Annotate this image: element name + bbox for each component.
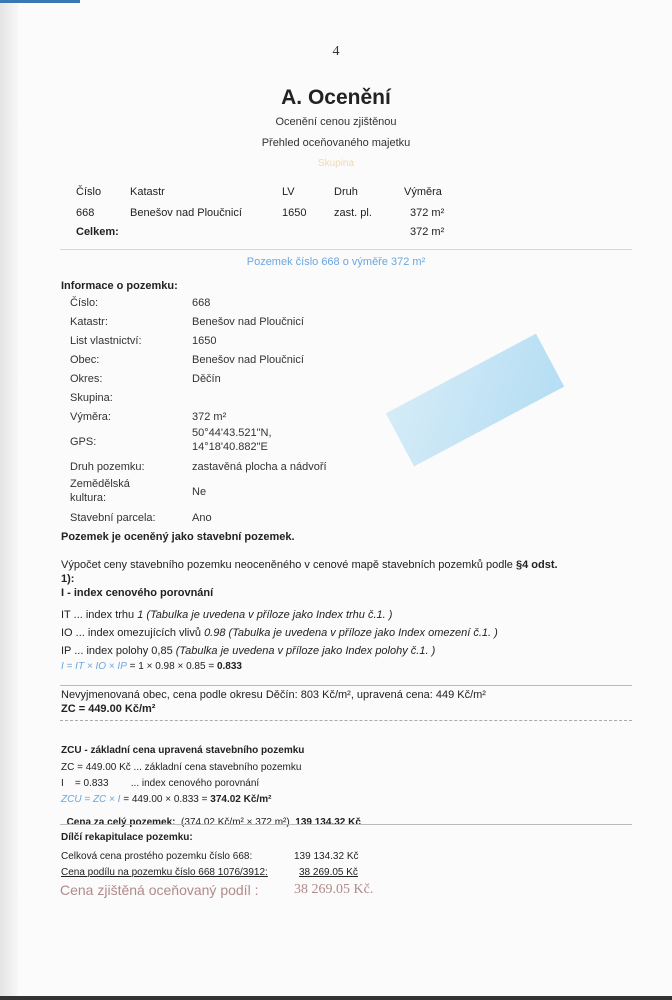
blue-stamp-mark — [386, 334, 564, 467]
page-number: 4 — [332, 44, 340, 59]
info-label-number: Číslo: — [70, 297, 99, 309]
valued-as: Pozemek je oceněný jako stavební pozemek. — [61, 531, 295, 543]
recap-share-value: 38 269.05 Kč — [299, 867, 358, 878]
divider — [60, 249, 632, 250]
index-it-label: IT ... index trhu — [61, 609, 138, 621]
info-label-gps: GPS: — [70, 436, 97, 448]
subtitle-overview: Přehled oceňovaného majetku — [261, 137, 411, 149]
table-header-lv: LV — [282, 186, 295, 198]
info-value-district: Děčín — [192, 373, 221, 385]
parcel-heading: Pozemek číslo 668 o výměře 372 m² — [246, 256, 426, 268]
index-ip-note: (Tabulka je uvedena v příloze jako Index polohy č.1. ) — [175, 645, 436, 657]
table-cell-type: zast. pl. — [334, 207, 372, 219]
info-label-district: Okres: — [70, 373, 103, 385]
zc-value: ZC = 449.00 Kč/m² — [61, 703, 156, 715]
dashed-divider — [60, 720, 632, 721]
table-header-cadastre: Katastr — [130, 186, 165, 198]
zcu-line-index: I = 0.833 ... index cenového porovnání — [61, 778, 260, 789]
table-total-value: 372 m² — [410, 226, 445, 238]
table-header-type: Druh — [334, 186, 358, 198]
table-cell-cadastre: Benešov nad Ploučnicí — [130, 207, 242, 219]
top-binding-band — [0, 0, 80, 3]
info-label-municipality: Obec: — [70, 354, 100, 366]
table-cell-number: 668 — [76, 207, 95, 219]
zcu-total-calc: (374.02 Kč/m² × 372 m²) — [175, 817, 296, 828]
info-value-cadastre: Benešov nad Ploučnicí — [192, 316, 304, 328]
final-price-value: 38 269.05 Kč. — [294, 882, 374, 897]
info-label-building-plot: Stavební parcela: — [70, 512, 156, 524]
index-formula-numeric: = 1 × 0.98 × 0.85 = — [126, 661, 217, 672]
index-formula-result: 0.833 — [216, 661, 242, 672]
recap-total-label: Celková cena prostého pozemku číslo 668: — [61, 851, 253, 862]
table-header-number: Číslo — [76, 186, 102, 198]
calc-intro-text: Výpočet ceny stavebního pozemku neoceněného v cenové mapě stavebních pozemků podle — [61, 559, 516, 571]
table-cell-lv: 1650 — [282, 207, 307, 219]
index-it-note: 1 (Tabulka je uvedena v příloze jako Index trhu č.1. ) — [137, 609, 393, 621]
table-cell-area: 372 m² — [410, 207, 445, 219]
info-value-building-plot: Ano — [192, 512, 212, 524]
calc-intro-paragraph: §4 odst. — [515, 559, 558, 571]
group-label: Skupina — [317, 158, 355, 169]
info-value-gps-lon: 14°18'40.882"E — [192, 441, 268, 453]
index-io-label: IO ... index omezujících vlivů — [61, 627, 205, 639]
final-price-label: Cena zjištěná oceňovaný podíl : — [60, 882, 259, 898]
info-value-number: 668 — [192, 297, 211, 309]
info-label-ownership: List vlastnictví: — [70, 335, 142, 347]
zcu-formula — [61, 794, 271, 805]
index-ip-label: IP ... index polohy 0,85 — [61, 645, 176, 657]
info-heading: Informace o pozemku: — [61, 280, 178, 292]
recap-share-label: Cena podílu na pozemku číslo 668 1076/3912: — [61, 867, 268, 878]
page-title: A. Ocenění — [281, 86, 391, 109]
info-value-ownership: 1650 — [192, 335, 217, 347]
recap-heading: Dílčí rekapitulace pozemku: — [61, 832, 193, 843]
info-label-group: Skupina: — [70, 392, 113, 404]
page-edge — [0, 0, 18, 1000]
divider-2 — [60, 685, 632, 686]
zcu-formula-numeric: = 449.00 × 0.833 = — [120, 794, 211, 805]
calc-intro-cont: 1): — [61, 573, 75, 585]
index-it — [61, 609, 392, 621]
zcu-formula-symbolic: ZCU = ZC × I — [61, 794, 121, 805]
info-value-municipality: Benešov nad Ploučnicí — [192, 354, 304, 366]
info-label-agri-2: kultura: — [70, 492, 107, 504]
recap-total-value: 139 134.32 Kč — [294, 851, 359, 862]
table-total-label: Celkem: — [76, 226, 119, 238]
info-label-cadastre: Katastr: — [70, 316, 108, 328]
zcu-formula-result: 374.02 Kč/m² — [210, 794, 272, 805]
index-formula-symbolic: I = IT × IO × IP — [61, 661, 127, 672]
index-ip — [61, 645, 435, 657]
subtitle-valuation: Ocenění cenou zjištěnou — [275, 116, 397, 128]
info-value-area: 372 m² — [192, 411, 227, 423]
divider-3 — [60, 824, 632, 825]
municipality-price: Nevyjmenovaná obec, cena podle okresu Děčín: 803 Kč/m², upravená cena: 449 Kč/m² — [61, 689, 486, 701]
bottom-edge — [0, 996, 672, 1000]
zcu-total-label: Cena za celý pozemek: — [66, 817, 176, 828]
index-formula — [61, 661, 242, 672]
zcu-heading: ZCU - základní cena upravená stavebního pozemku — [61, 745, 305, 756]
calc-intro — [61, 559, 558, 571]
info-label-land-type: Druh pozemku: — [70, 461, 145, 473]
zcu-line-zc: ZC = 449.00 Kč ... základní cena stavebního pozemku — [61, 762, 302, 773]
index-io-note: 0.98 (Tabulka je uvedena v příloze jako Index omezení č.1. ) — [204, 627, 498, 639]
zcu-total-result: 139 134.32 Kč — [295, 817, 361, 828]
info-value-agri: Ne — [192, 486, 207, 498]
info-label-area: Výměra: — [70, 411, 111, 423]
table-header-area: Výměra — [404, 186, 442, 198]
info-value-land-type: zastavěná plocha a nádvoří — [192, 461, 327, 473]
index-heading: I - index cenového porovnání — [61, 587, 214, 599]
index-io — [61, 627, 498, 639]
info-value-gps-lat: 50°44'43.521"N, — [192, 427, 272, 439]
info-label-agri: Zemědělská — [70, 478, 130, 490]
